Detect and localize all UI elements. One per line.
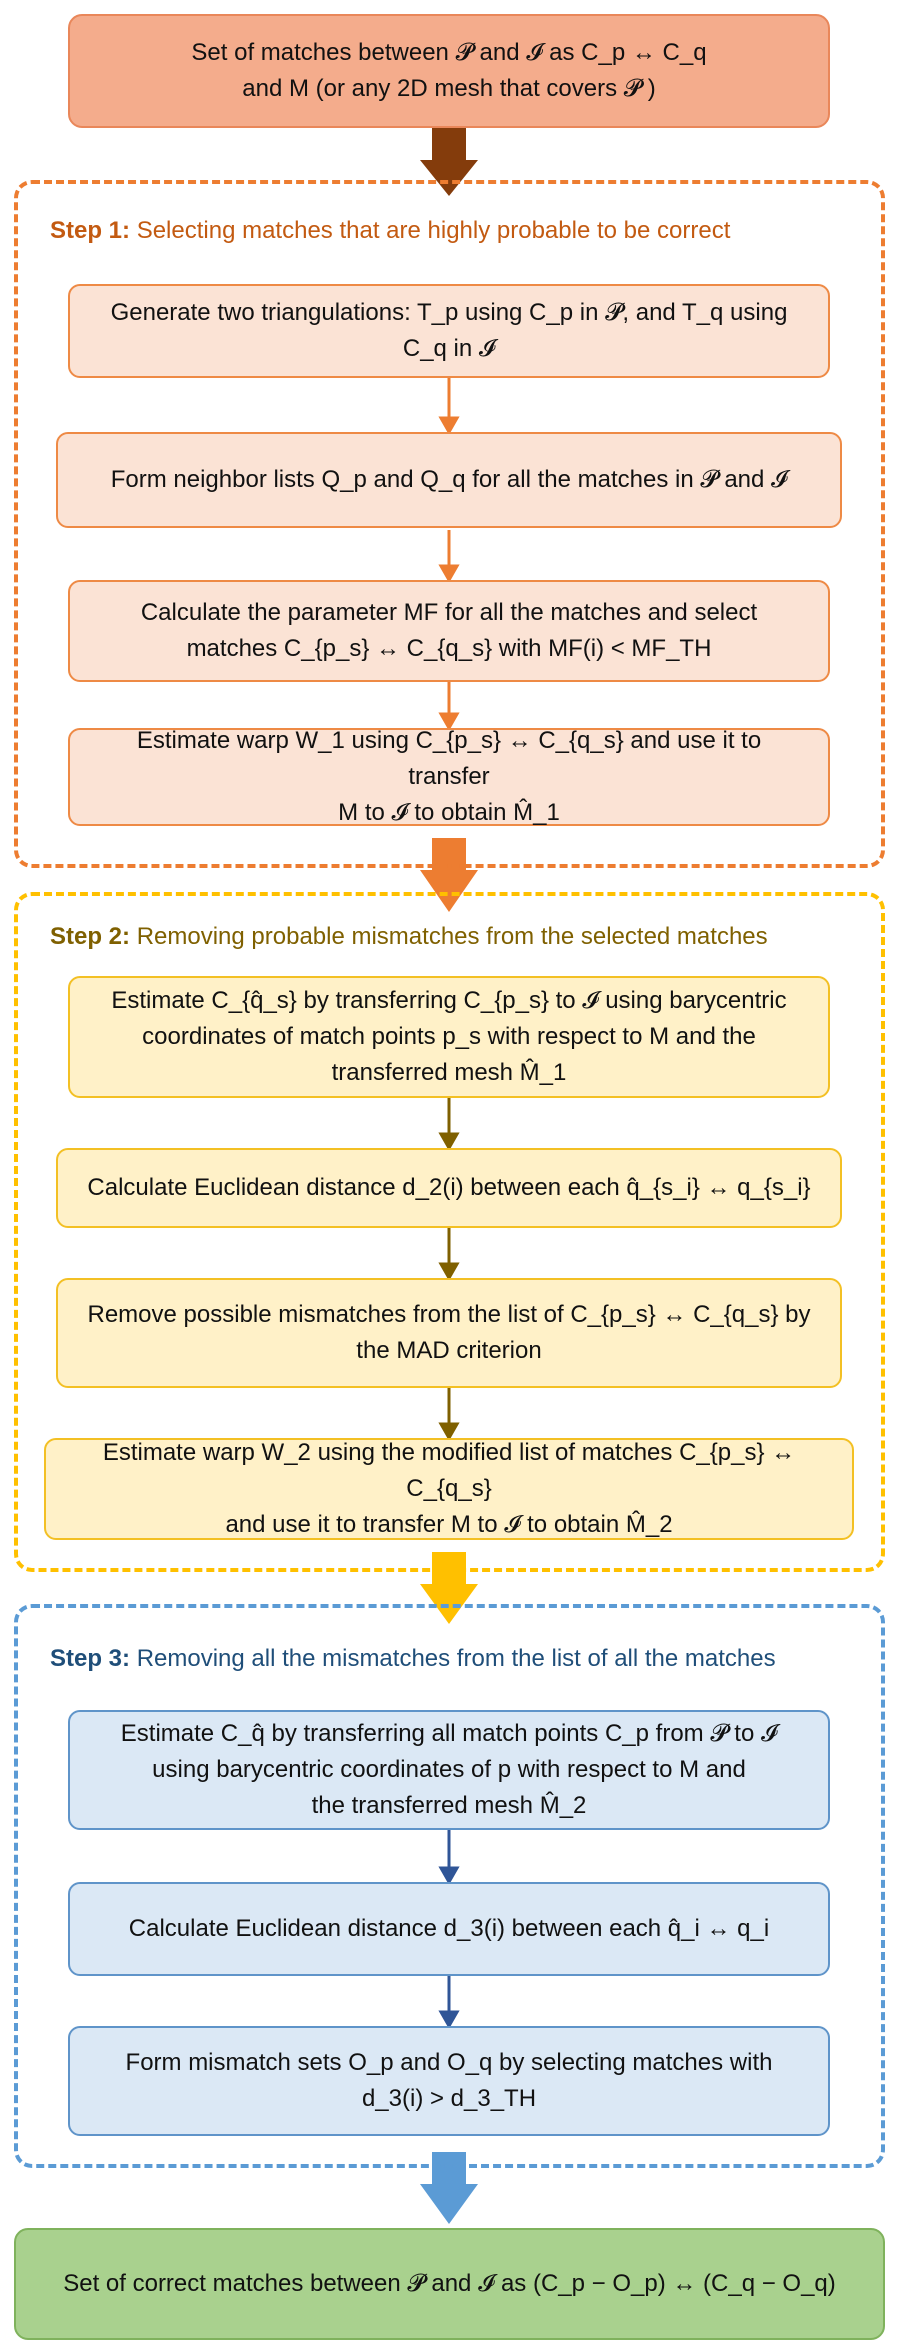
step1-box3-line2: matches C_{p_s} ↔ C_{q_s} with MF(i) < MF_TH: [186, 635, 712, 662]
step2-estimate-box: [68, 976, 830, 1098]
step2-label: Step 2:: [50, 923, 131, 950]
step2-box4-line2: and use it to transfer M to 𝓘 to obtain M̂_2: [225, 1511, 673, 1538]
step2-mad-box: [56, 1278, 842, 1388]
step1-neighbor-lists-box: [56, 432, 842, 528]
step3-box1-line2: using barycentric coordinates of p with respect to M and: [152, 1756, 746, 1783]
step1-box1-line1: Generate two triangulations: T_p using C_p in 𝓟, and T_q using: [110, 299, 788, 326]
step1-title-text: Selecting matches that are highly probable to be correct: [136, 217, 731, 244]
step3-box3-line1: Form mismatch sets O_p and O_q by selecting matches with: [125, 2049, 773, 2076]
step1-triangulation-box: [68, 284, 830, 378]
step2-box1-line3: transferred mesh M̂_1: [331, 1059, 567, 1086]
output-matches-box: [14, 2228, 885, 2340]
step2-box1-line1: Estimate C_{q̂_s} by transferring C_{p_s} to 𝓘 using barycentric: [111, 987, 787, 1014]
step3-title: [50, 1644, 776, 1674]
step2-box1-line2: coordinates of match points p_s with respect to M and the: [142, 1023, 756, 1050]
step3-label: Step 3:: [50, 1645, 131, 1672]
step1-box4-line2: M to 𝓘 to obtain M̂_1: [338, 799, 560, 826]
step3-box2-line1: Calculate Euclidean distance d_3(i) between each q̂_i ↔ q_i: [128, 1915, 770, 1942]
input-matches-box: [68, 14, 830, 128]
input-line-2: and M (or any 2D mesh that covers 𝓟 ): [242, 75, 656, 102]
step3-title-text: Removing all the mismatches from the list of all the matches: [136, 1645, 776, 1672]
step3-estimate-box: [68, 1710, 830, 1830]
step3-box1-line3: the transferred mesh M̂_2: [311, 1792, 587, 1819]
step1-warp-box: [68, 728, 830, 826]
step1-label: Step 1:: [50, 217, 131, 244]
step1-box3-line1: Calculate the parameter MF for all the matches and select: [140, 599, 758, 626]
step1-title: [50, 216, 730, 246]
step3-mismatch-box: [68, 2026, 830, 2136]
input-line-1: Set of matches between 𝓟 and 𝓘 as C_p ↔ C_q: [191, 39, 707, 66]
step3-box3-line2: d_3(i) > d_3_TH: [361, 2085, 537, 2112]
output-line-1: Set of correct matches between 𝓟 and 𝓘 as (C_p − O_p) ↔ (C_q − O_q): [63, 2270, 836, 2297]
step2-box4-line1: Estimate warp W_2 using the modified list of matches C_{p_s} ↔ C_{q_s}: [102, 1439, 796, 1502]
step1-box1-line2: C_q in 𝓘: [402, 335, 496, 362]
step2-distance-box: [56, 1148, 842, 1228]
step1-mf-box: [68, 580, 830, 682]
step2-box3-line2: the MAD criterion: [356, 1337, 542, 1364]
step2-title-text: Removing probable mismatches from the selected matches: [136, 923, 768, 950]
step2-box3-line1: Remove possible mismatches from the list of C_{p_s} ↔ C_{q_s} by: [87, 1301, 811, 1328]
step1-box2-line1: Form neighbor lists Q_p and Q_q for all the matches in 𝓟 and 𝓘: [110, 466, 788, 493]
step2-warp-box: [44, 1438, 854, 1540]
step2-title: [50, 922, 768, 952]
step3-box1-line1: Estimate C_q̂ by transferring all match points C_p from 𝓟 to 𝓘: [120, 1720, 778, 1747]
step1-box4-line1: Estimate warp W_1 using C_{p_s} ↔ C_{q_s} and use it to transfer: [136, 727, 762, 790]
step2-box2-line1: Calculate Euclidean distance d_2(i) between each q̂_{s_i} ↔ q_{s_i}: [87, 1174, 811, 1201]
step3-distance-box: [68, 1882, 830, 1976]
